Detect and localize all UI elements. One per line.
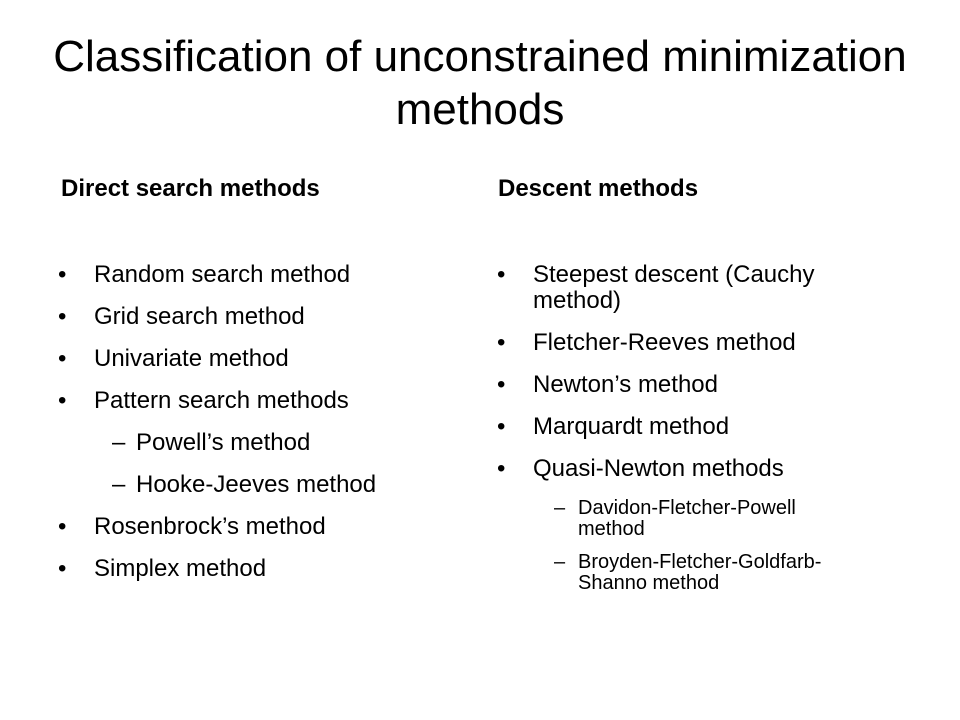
bullet-icon: • (497, 413, 506, 440)
bullet-icon: • (58, 555, 67, 582)
bullet-icon: • (497, 371, 506, 398)
list-item-text: Marquardt method (533, 413, 730, 440)
direct-search-list (58, 262, 468, 598)
bullet-icon: • (497, 329, 506, 356)
list-item (58, 262, 468, 288)
list-item-text: Fletcher-Reeves method (533, 329, 796, 356)
slide-title: Classification of unconstrained minimization methods (53, 32, 907, 134)
dash-icon: – (554, 497, 566, 519)
bullet-icon: • (58, 513, 67, 540)
list-item (497, 330, 917, 356)
dash-icon: – (554, 551, 566, 573)
list-item (58, 388, 468, 414)
bullet-icon: • (58, 387, 67, 414)
list-item-text: Quasi-Newton methods (533, 455, 784, 482)
dash-icon: – (112, 429, 126, 456)
list-item (497, 456, 917, 482)
list-item (58, 556, 468, 582)
list-item-text: Grid search method (94, 303, 305, 330)
sub-list-item (58, 472, 468, 498)
sub-list-item (497, 498, 828, 540)
sub-list-item (497, 552, 828, 594)
descent-methods-heading: Descent methods (498, 175, 699, 202)
bullet-icon: • (58, 261, 67, 288)
sub-list-item-text: Broyden-Fletcher-Goldfarb-Shanno method (578, 551, 822, 594)
sub-list-item-text: Hooke-Jeeves method (136, 471, 377, 498)
direct-search-heading: Direct search methods (61, 175, 320, 202)
sub-list-item-text: Davidon-Fletcher-Powell method (578, 497, 796, 540)
list-item (497, 262, 833, 314)
list-item-text: Pattern search methods (94, 387, 349, 414)
list-item-text: Simplex method (94, 555, 267, 582)
bullet-icon: • (497, 261, 506, 288)
sub-list-item (58, 430, 468, 456)
sub-list-item-text: Powell’s method (136, 429, 311, 456)
list-item (497, 372, 917, 398)
bullet-icon: • (497, 455, 506, 482)
list-item (58, 514, 468, 540)
list-item-text: Random search method (94, 261, 351, 288)
list-item (497, 414, 917, 440)
list-item-text: Steepest descent (Cauchy method) (533, 261, 815, 314)
list-item-text: Newton’s method (533, 371, 718, 398)
dash-icon: – (112, 471, 126, 498)
bullet-icon: • (58, 345, 67, 372)
list-item-text: Univariate method (94, 345, 289, 372)
descent-methods-list (497, 262, 917, 606)
bullet-icon: • (58, 303, 67, 330)
list-item (58, 346, 468, 372)
list-item-text: Rosenbrock’s method (94, 513, 326, 540)
list-item (58, 304, 468, 330)
